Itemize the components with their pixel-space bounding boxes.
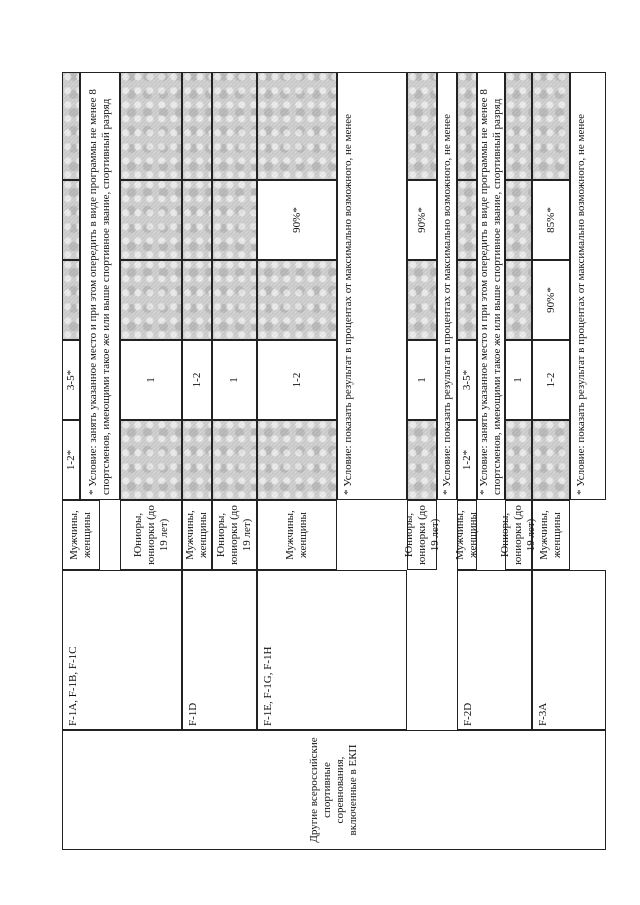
shaded-cell (505, 180, 532, 260)
shaded-cell (62, 72, 80, 180)
shaded-cell (212, 260, 257, 340)
value-cell: 85%* (532, 180, 570, 260)
condition-text: * Условие: показать результат в процентах от максимально возможного, не менее (337, 72, 407, 500)
category-cell (62, 730, 606, 850)
group-name-2: F-1D (182, 570, 257, 730)
group-name-1: F-1A, F-1B, F-1C (62, 570, 182, 730)
value-cell: 1-2 (257, 340, 337, 420)
shaded-cell (212, 420, 257, 500)
shaded-cell (407, 420, 437, 500)
group-name-4: F-2D (457, 570, 532, 730)
shaded-cell (457, 180, 477, 260)
gender-cell: Юниоры, юниорки (до 19 лет) (505, 500, 532, 570)
value-cell: 1 (407, 340, 437, 420)
condition-text: * Условие: показать результат в процентах от максимально возможного, не менее (437, 72, 457, 500)
shaded-cell (212, 72, 257, 180)
shaded-cell (120, 260, 182, 340)
gender-cell: Мужчины, женщины (62, 500, 100, 570)
table-landscape (62, 72, 606, 850)
shaded-cell (182, 420, 212, 500)
value-cell: 1 (505, 340, 532, 420)
condition-text: * Условие: показать результат в процентах от максимально возможного, не менее (570, 72, 606, 500)
shaded-cell (257, 72, 337, 180)
group-name-5: F-3A (532, 570, 606, 730)
value-cell: 90%* (257, 180, 337, 260)
condition-text: * Условие: занять указанное место и при этом опередить в виде программы не менее 8 спортсменов, имеющими такое же или выше спортивное звание, спортивный разряд (80, 72, 120, 500)
gender-cell: Мужчины, женщины (182, 500, 212, 570)
shaded-cell (407, 72, 437, 180)
shaded-cell (532, 420, 570, 500)
group-name-3: F-1E, F-1G, F-1H (257, 570, 407, 730)
value-cell: 1-2* (62, 420, 80, 500)
gender-cell: Юниоры, юниорки (до 19 лет) (407, 500, 437, 570)
value-cell: 90%* (532, 260, 570, 340)
shaded-cell (505, 72, 532, 180)
value-cell: 1 (120, 340, 182, 420)
value-cell: 90%* (407, 180, 437, 260)
category-label: Другие всероссийские спортивные соревнования, включенные в ЕКП (308, 737, 359, 843)
gender-cell: Мужчины, женщины (257, 500, 337, 570)
value-cell: 1-2* (457, 420, 477, 500)
shaded-cell (505, 420, 532, 500)
shaded-cell (505, 260, 532, 340)
value-cell: 1 (212, 340, 257, 420)
value-cell: 3-5* (62, 340, 80, 420)
value-cell: 3-5* (457, 340, 477, 420)
shaded-cell (457, 72, 477, 180)
rotated-table (62, 72, 606, 850)
shaded-cell (257, 260, 337, 340)
shaded-cell (457, 260, 477, 340)
value-cell: 1-2 (532, 340, 570, 420)
shaded-cell (120, 72, 182, 180)
shaded-cell (532, 72, 570, 180)
shaded-cell (182, 72, 212, 180)
shaded-cell (182, 260, 212, 340)
shaded-cell (120, 420, 182, 500)
shaded-cell (212, 180, 257, 260)
shaded-cell (120, 180, 182, 260)
value-cell: 1-2 (182, 340, 212, 420)
shaded-cell (62, 180, 80, 260)
shaded-cell (257, 420, 337, 500)
gender-cell: Юниоры, юниорки (до 19 лет) (120, 500, 182, 570)
condition-text: * Условие: занять указанное место и при этом опередить в виде программы не менее 8 спортсменов, имеющими такое же или выше спортивное звание, спортивный разряд (477, 72, 505, 500)
shaded-cell (182, 180, 212, 260)
gender-cell: Мужчины, женщины (457, 500, 477, 570)
shaded-cell (407, 260, 437, 340)
shaded-cell (62, 260, 80, 340)
gender-cell: Мужчины, женщины (532, 500, 570, 570)
gender-cell: Юниоры, юниорки (до 19 лет) (212, 500, 257, 570)
